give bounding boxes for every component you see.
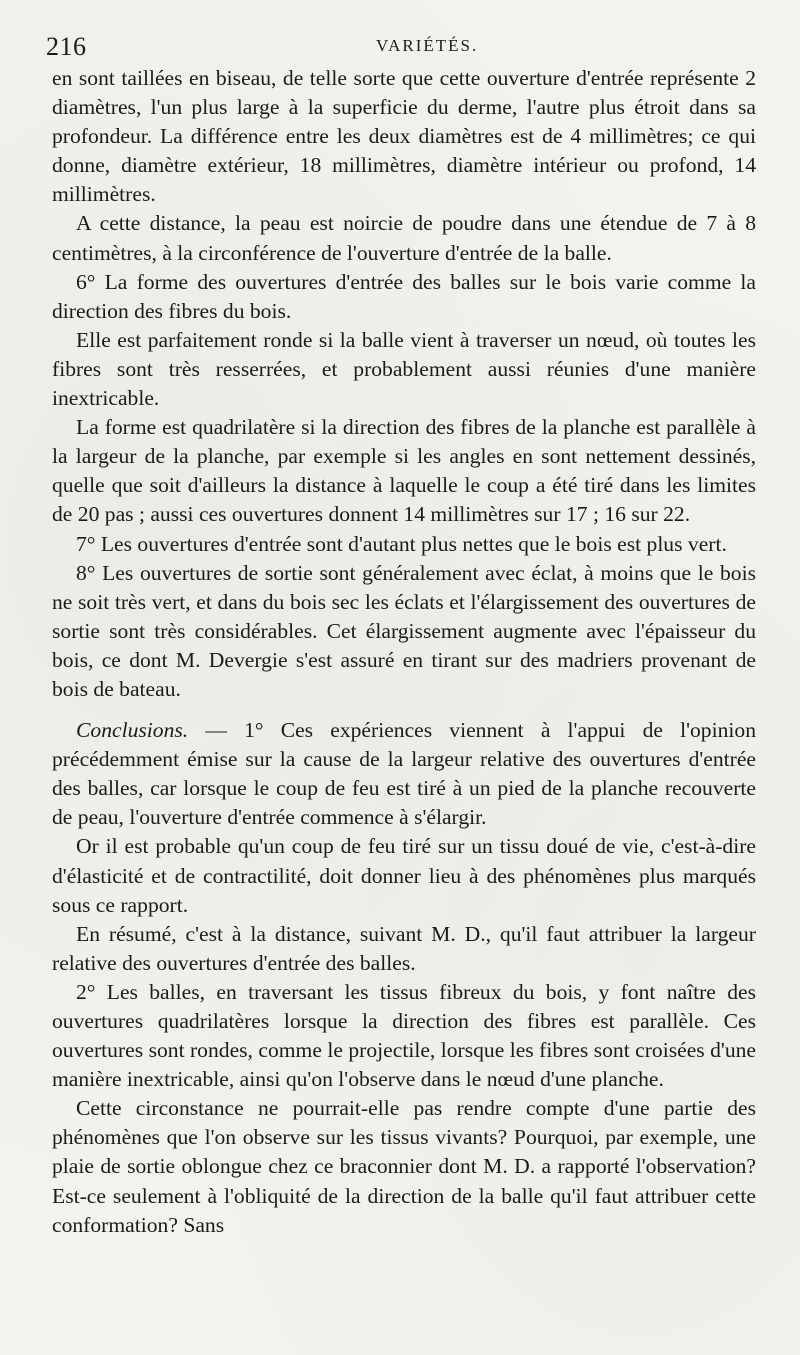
running-head: VARIÉTÉS.	[376, 36, 479, 55]
page-header	[46, 32, 758, 64]
conclusions-text: — 1° Ces expériences viennent à l'appui de l'opinion précédemment émise sur la cause de la largeur relative des ouvertures d'entrée des balles, car lorsque le coup de feu est tiré à un pied de la planche recouverte de peau, l'ouverture d'entrée commence à s'élargir.	[52, 718, 756, 830]
paragraph: Elle est parfaitement ronde si la balle vient à traverser un nœud, où toutes les fibres sont très resserrées, et probablement aussi réunies d'une manière inextricable.	[52, 327, 756, 411]
paragraph: 6° La forme des ouvertures d'entrée des balles sur le bois varie comme la direction des fibres du bois.	[52, 269, 756, 323]
paragraph: La forme est quadrilatère si la direction des fibres de la planche est parallèle à la largeur de la planche, par exemple si les angles en sont nettement dessinés, quelle que soit d'ailleurs la distance à laquelle le coup a été tiré dans les limites de 20 pas ; aussi ces ouvertures donnent 14 millimètres sur 17 ; 16 sur 22.	[52, 415, 756, 527]
page-number: 216	[46, 32, 87, 61]
conclusions-label: Conclusions.	[76, 718, 189, 743]
paragraph: En résumé, c'est à la distance, suivant M. D., qu'il faut attribuer la largeur relative des ouvertures d'entrée des balles.	[52, 921, 756, 975]
paragraph: 7° Les ouvertures d'entrée sont d'autant plus nettes que le bois est plus vert.	[76, 531, 727, 556]
conclusions-paragraph	[52, 716, 756, 832]
paragraph: A cette distance, la peau est noircie de poudre dans une étendue de 7 à 8 centimètres, à la circonférence de l'ouverture d'entrée de la balle.	[52, 211, 756, 265]
paragraph: Or il est probable qu'un coup de feu tiré sur un tissu doué de vie, c'est-à-dire d'élasticité et de contractilité, doit donner lieu à des phénomènes plus marqués sous ce rapport.	[52, 834, 756, 917]
body-text	[52, 64, 756, 1240]
paragraph-continued: en sont taillées en biseau, de telle sorte que cette ouverture d'entrée représente 2 diamètres, l'un plus large à la superficie du derme, l'autre plus étroit dans sa profondeur. La différence entre les deux diamètres est de 4 millimètres; ce qui donne, diamètre extérieur, 18 millimètres, diamètre intérieur ou profond, 14 millimètres.	[52, 66, 756, 207]
paragraph: Cette circonstance ne pourrait-elle pas rendre compte d'une partie des phénomènes que l'on observe sur les tissus vivants? Pourquoi, par exemple, une plaie de sortie oblongue chez ce braconnier dont M. D. a rapporté l'observation? Est-ce seulement à l'obliquité de la direction de la balle qu'il faut attribuer cette conformation? Sans	[52, 1096, 756, 1237]
paragraph: 2° Les balles, en traversant les tissus fibreux du bois, y font naître des ouvertures quadrilatères lorsque la direction des fibres est parallèle. Ces ouvertures sont rondes, comme le projectile, lorsque les fibres sont croisées d'une manière inextricable, ainsi qu'on l'observe dans le nœud d'une planche.	[52, 979, 756, 1092]
paragraph: 8° Les ouvertures de sortie sont généralement avec éclat, à moins que le bois ne soit très vert, et dans du bois sec les éclats et l'élargissement des ouvertures de sortie sont très considérables. Cet élargissement augmente avec l'épaisseur du bois, ce dont M. Devergie s'est assuré en tirant sur des madriers provenant de bois de bateau.	[52, 560, 756, 701]
